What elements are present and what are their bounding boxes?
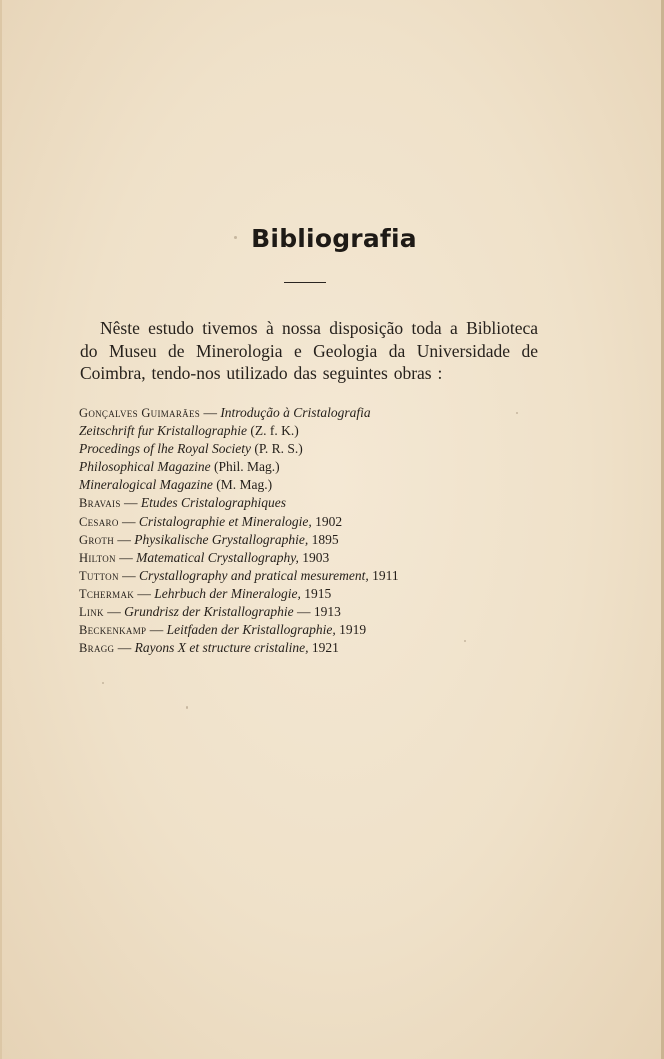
entry-work-title: Procedings of lhe Royal Society bbox=[79, 441, 251, 457]
entry-details: (Z. f. K.) bbox=[247, 423, 299, 439]
entry-separator: — bbox=[114, 640, 135, 656]
title-divider bbox=[284, 282, 326, 283]
entry-author: Gonçalves Guimarães bbox=[79, 406, 201, 420]
paper-speck bbox=[102, 682, 104, 684]
entry-details: 1911 bbox=[368, 567, 399, 583]
bibliography-entry bbox=[79, 440, 559, 458]
entry-details: 1902 bbox=[311, 513, 343, 529]
page-title: Bibliografia bbox=[251, 224, 417, 253]
entry-work-title: Leitfaden der Kristallographie, bbox=[166, 622, 336, 638]
entry-author: Link bbox=[79, 605, 104, 620]
bibliography-entry bbox=[79, 494, 559, 512]
entry-work-title: Introdução à Cristalografia bbox=[220, 405, 371, 420]
entry-work-title: Philosophical Magazine bbox=[79, 459, 211, 475]
bibliography-entry bbox=[79, 458, 559, 476]
entry-details: 1895 bbox=[308, 531, 339, 547]
entry-separator: — bbox=[120, 495, 141, 511]
entry-separator: — bbox=[200, 405, 221, 420]
entry-details: 1921 bbox=[308, 640, 339, 656]
bibliography-entry bbox=[79, 549, 559, 567]
entry-work-title: Lehrbuch der Mineralogie, bbox=[154, 585, 301, 601]
entry-separator: — bbox=[103, 604, 125, 620]
bibliography-entry bbox=[79, 513, 559, 531]
entry-separator: — bbox=[115, 549, 137, 565]
entry-author: Bragg bbox=[79, 641, 115, 656]
bibliography-entry bbox=[79, 567, 559, 585]
bibliography-entry bbox=[79, 639, 559, 657]
entry-separator: — bbox=[118, 567, 140, 583]
intro-paragraph: Nêste estudo tivemos à nossa disposição toda a Biblioteca do Museu de Minerologia e Geologia da Universidade de Coimbra, tendo-nos utilizado das seguintes obras : bbox=[80, 318, 538, 383]
entry-work-title: Physikalische Grystallographie, bbox=[134, 531, 309, 547]
entry-details: (Phil. Mag.) bbox=[210, 459, 280, 475]
entry-details: 1903 bbox=[298, 549, 330, 565]
entry-work-title: Cristalographie et Mineralogie, bbox=[138, 513, 312, 529]
entry-author: Beckenkamp bbox=[79, 623, 147, 638]
entry-separator: — bbox=[114, 531, 135, 547]
bibliography-list bbox=[79, 404, 559, 657]
entry-author: Tchermak bbox=[79, 586, 135, 601]
bibliography-entry bbox=[79, 476, 559, 494]
bibliography-entry bbox=[79, 621, 559, 639]
bibliography-entry bbox=[79, 585, 559, 603]
entry-details: (M. Mag.) bbox=[212, 477, 273, 493]
entry-author: Groth bbox=[79, 532, 115, 547]
entry-details: — 1913 bbox=[293, 604, 341, 620]
entry-work-title: Grundrisz der Kristallographie bbox=[124, 604, 294, 620]
entry-separator: — bbox=[118, 513, 139, 529]
entry-details: 1915 bbox=[300, 585, 332, 601]
entry-work-title: Mineralogical Magazine bbox=[79, 477, 213, 493]
entry-separator: — bbox=[134, 585, 155, 601]
entry-work-title: Rayons X et structure cristaline, bbox=[134, 640, 309, 656]
paper-speck bbox=[186, 706, 188, 709]
bibliography-entry bbox=[79, 603, 559, 621]
entry-author: Bravais bbox=[79, 496, 121, 511]
entry-work-title: Matematical Crystallography, bbox=[136, 549, 299, 565]
entry-work-title: Zeitschrift fur Kristallographie bbox=[79, 423, 248, 439]
entry-author: Hilton bbox=[79, 550, 116, 565]
entry-work-title: Crystallography and pratical mesurement, bbox=[139, 567, 369, 583]
entry-author: Tutton bbox=[79, 568, 119, 583]
bibliography-entry bbox=[79, 422, 559, 440]
entry-details: 1919 bbox=[335, 622, 367, 638]
bibliography-entry bbox=[79, 531, 559, 549]
entry-author: Cesaro bbox=[79, 514, 119, 529]
entry-work-title: Etudes Cristalographiques bbox=[140, 495, 287, 511]
bibliography-entry bbox=[79, 404, 559, 422]
entry-separator: — bbox=[146, 622, 167, 638]
entry-details: (P. R. S.) bbox=[250, 441, 303, 457]
